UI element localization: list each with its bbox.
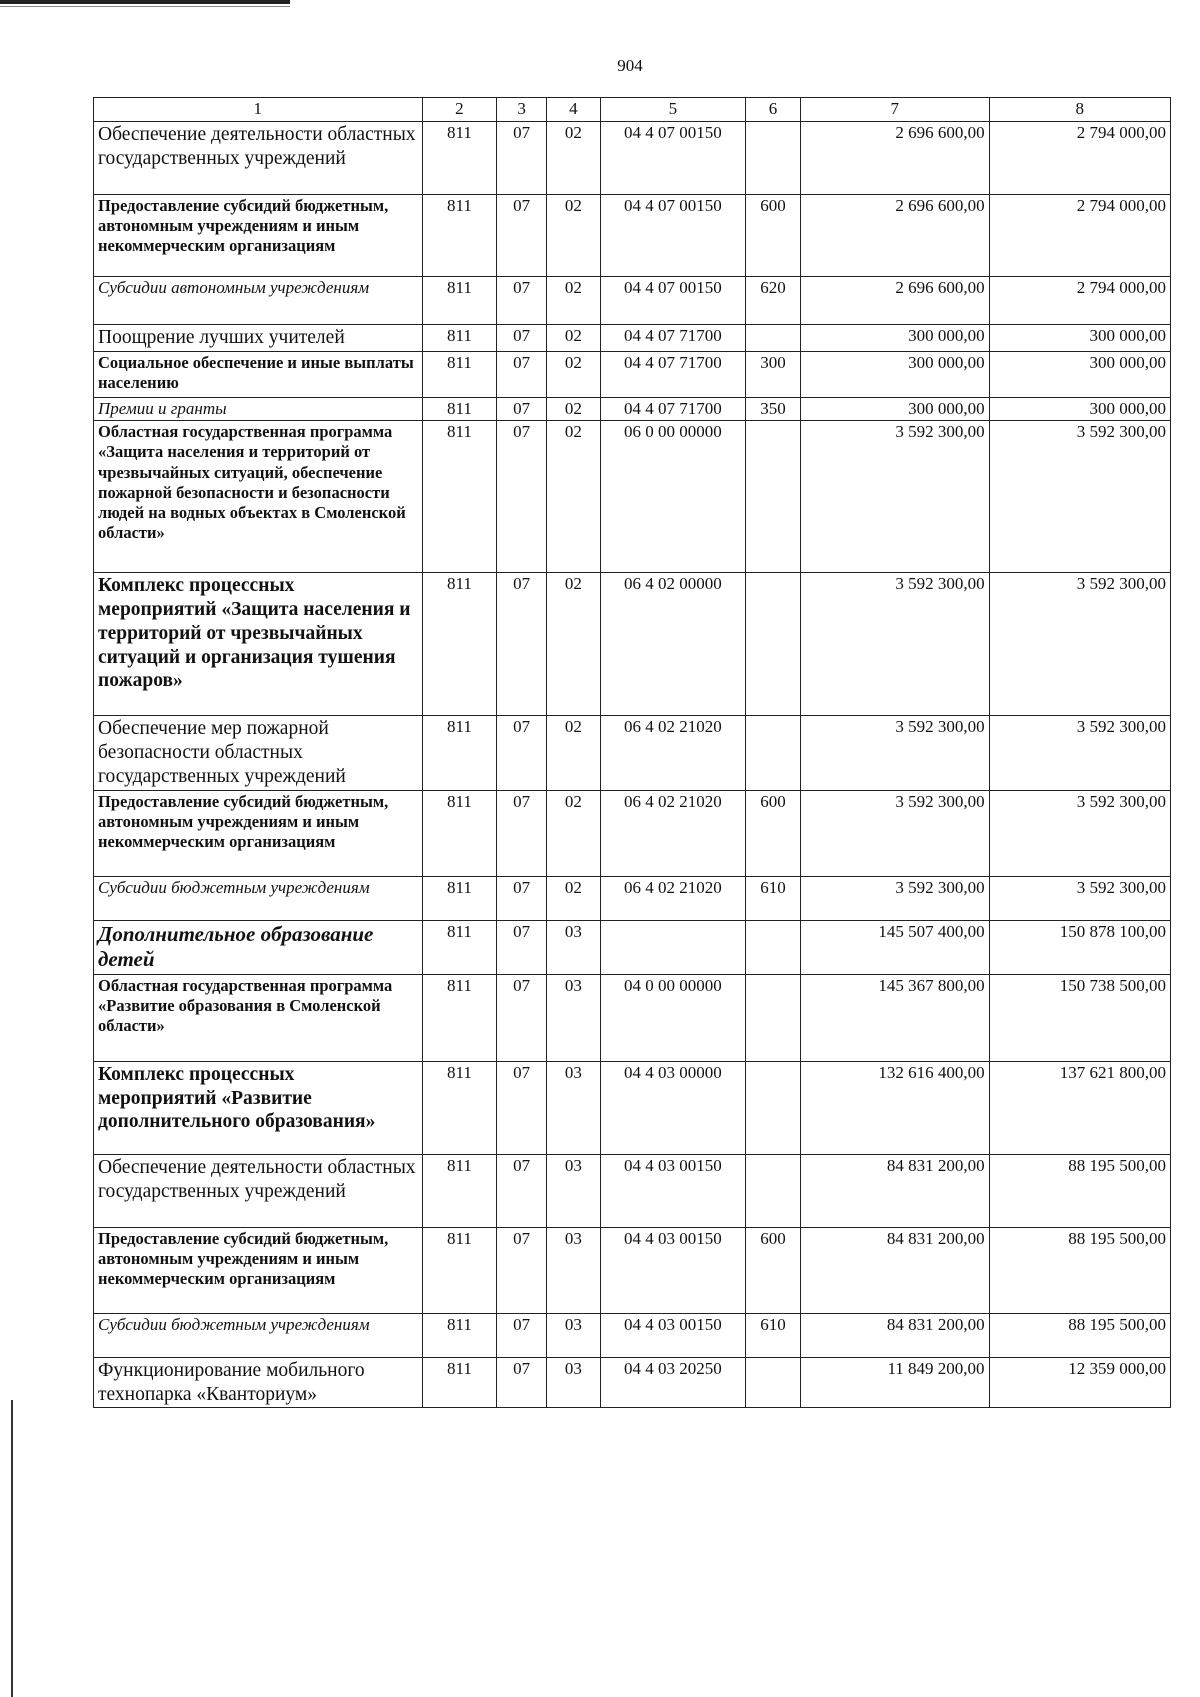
table-row [94, 351, 1171, 397]
chapter-code-cell: 811 [422, 920, 497, 974]
section-code-cell: 07 [497, 974, 547, 1061]
expense-type-cell: 300 [745, 351, 800, 397]
chapter-code-cell: 811 [422, 1061, 497, 1154]
target-article-cell: 04 4 03 00150 [600, 1227, 745, 1313]
table-row [94, 974, 1171, 1061]
expense-type-cell: 610 [745, 1313, 800, 1357]
page-number: 904 [617, 56, 643, 75]
row-name-cell: Субсидии бюджетным учреждениям [94, 1313, 423, 1357]
amount-year-2-cell: 150 738 500,00 [989, 974, 1170, 1061]
row-name-cell: Областная государственная программа «Развитие образования в Смоленской области» [94, 974, 423, 1061]
subsection-code-cell: 02 [546, 276, 600, 324]
amount-year-1-cell: 84 831 200,00 [800, 1313, 989, 1357]
amount-year-1-cell: 300 000,00 [800, 397, 989, 421]
table-row [94, 324, 1171, 351]
table-row [94, 920, 1171, 974]
row-name-cell: Предоставление субсидий бюджетным, автономным учреждениям и иным некоммерческим организациям [94, 1227, 423, 1313]
subsection-code-cell: 03 [546, 1227, 600, 1313]
amount-year-1-cell: 2 696 600,00 [800, 276, 989, 324]
table-header-row [94, 98, 1171, 122]
target-article-cell: 04 4 07 71700 [600, 351, 745, 397]
row-name-cell: Дополнительное образование детей [94, 920, 423, 974]
expense-type-cell [745, 716, 800, 790]
expense-type-cell [745, 573, 800, 716]
amount-year-1-cell: 11 849 200,00 [800, 1357, 989, 1408]
target-article-cell: 04 0 00 00000 [600, 974, 745, 1061]
table-row [94, 397, 1171, 421]
subsection-code-cell: 02 [546, 194, 600, 276]
column-header: 2 [422, 98, 497, 122]
amount-year-1-cell: 2 696 600,00 [800, 194, 989, 276]
subsection-code-cell: 03 [546, 1154, 600, 1227]
chapter-code-cell: 811 [422, 1227, 497, 1313]
subsection-code-cell: 02 [546, 397, 600, 421]
amount-year-2-cell: 88 195 500,00 [989, 1227, 1170, 1313]
section-code-cell: 07 [497, 1313, 547, 1357]
subsection-code-cell: 02 [546, 421, 600, 573]
section-code-cell: 07 [497, 194, 547, 276]
row-name-cell: Комплекс процессных мероприятий «Развитие дополнительного образования» [94, 1061, 423, 1154]
chapter-code-cell: 811 [422, 1357, 497, 1408]
subsection-code-cell: 02 [546, 121, 600, 194]
expense-type-cell: 620 [745, 276, 800, 324]
amount-year-2-cell: 3 592 300,00 [989, 790, 1170, 876]
amount-year-1-cell: 132 616 400,00 [800, 1061, 989, 1154]
section-code-cell: 07 [497, 920, 547, 974]
column-header: 1 [94, 98, 423, 122]
amount-year-1-cell: 3 592 300,00 [800, 790, 989, 876]
expense-type-cell [745, 974, 800, 1061]
chapter-code-cell: 811 [422, 276, 497, 324]
table-row [94, 1061, 1171, 1154]
expense-type-cell [745, 421, 800, 573]
amount-year-2-cell: 300 000,00 [989, 324, 1170, 351]
chapter-code-cell: 811 [422, 121, 497, 194]
amount-year-1-cell: 145 367 800,00 [800, 974, 989, 1061]
chapter-code-cell: 811 [422, 573, 497, 716]
table-row [94, 276, 1171, 324]
section-code-cell: 07 [497, 324, 547, 351]
amount-year-2-cell: 2 794 000,00 [989, 276, 1170, 324]
column-header: 7 [800, 98, 989, 122]
amount-year-2-cell: 3 592 300,00 [989, 573, 1170, 716]
section-code-cell: 07 [497, 276, 547, 324]
chapter-code-cell: 811 [422, 876, 497, 920]
chapter-code-cell: 811 [422, 716, 497, 790]
amount-year-2-cell: 2 794 000,00 [989, 194, 1170, 276]
target-article-cell: 04 4 03 20250 [600, 1357, 745, 1408]
chapter-code-cell: 811 [422, 974, 497, 1061]
chapter-code-cell: 811 [422, 1154, 497, 1227]
amount-year-2-cell: 150 878 100,00 [989, 920, 1170, 974]
table-row [94, 876, 1171, 920]
amount-year-2-cell: 12 359 000,00 [989, 1357, 1170, 1408]
subsection-code-cell: 03 [546, 1313, 600, 1357]
column-header: 5 [600, 98, 745, 122]
expense-type-cell [745, 920, 800, 974]
amount-year-2-cell: 88 195 500,00 [989, 1154, 1170, 1227]
chapter-code-cell: 811 [422, 397, 497, 421]
amount-year-1-cell: 3 592 300,00 [800, 573, 989, 716]
subsection-code-cell: 02 [546, 573, 600, 716]
table-row [94, 1313, 1171, 1357]
top-scan-rule [0, 0, 290, 4]
amount-year-1-cell: 300 000,00 [800, 351, 989, 397]
expense-type-cell [745, 1154, 800, 1227]
section-code-cell: 07 [497, 876, 547, 920]
amount-year-1-cell: 300 000,00 [800, 324, 989, 351]
amount-year-1-cell: 3 592 300,00 [800, 716, 989, 790]
amount-year-2-cell: 3 592 300,00 [989, 876, 1170, 920]
row-name-cell: Предоставление субсидий бюджетным, автономным учреждениям и иным некоммерческим организациям [94, 194, 423, 276]
section-code-cell: 07 [497, 351, 547, 397]
section-code-cell: 07 [497, 573, 547, 716]
row-name-cell: Обеспечение деятельности областных государственных учреждений [94, 1154, 423, 1227]
chapter-code-cell: 811 [422, 1313, 497, 1357]
section-code-cell: 07 [497, 1061, 547, 1154]
target-article-cell: 06 4 02 00000 [600, 573, 745, 716]
section-code-cell: 07 [497, 421, 547, 573]
table-row [94, 421, 1171, 573]
subsection-code-cell: 02 [546, 324, 600, 351]
target-article-cell: 04 4 07 00150 [600, 121, 745, 194]
subsection-code-cell: 03 [546, 974, 600, 1061]
row-name-cell: Субсидии бюджетным учреждениям [94, 876, 423, 920]
chapter-code-cell: 811 [422, 194, 497, 276]
amount-year-2-cell: 300 000,00 [989, 397, 1170, 421]
column-header: 6 [745, 98, 800, 122]
column-header: 8 [989, 98, 1170, 122]
table-row [94, 1357, 1171, 1408]
target-article-cell: 04 4 03 00150 [600, 1313, 745, 1357]
expense-type-cell [745, 121, 800, 194]
target-article-cell: 04 4 03 00150 [600, 1154, 745, 1227]
subsection-code-cell: 03 [546, 1357, 600, 1408]
row-name-cell: Субсидии автономным учреждениям [94, 276, 423, 324]
target-article-cell: 06 4 02 21020 [600, 790, 745, 876]
table-row [94, 716, 1171, 790]
row-name-cell: Функционирование мобильного технопарка «Кванториум» [94, 1357, 423, 1408]
expense-type-cell: 600 [745, 194, 800, 276]
row-name-cell: Комплекс процессных мероприятий «Защита населения и территорий от чрезвычайных ситуаций и организация тушения пожаров» [94, 573, 423, 716]
expense-type-cell: 350 [745, 397, 800, 421]
section-code-cell: 07 [497, 397, 547, 421]
amount-year-2-cell: 3 592 300,00 [989, 716, 1170, 790]
section-code-cell: 07 [497, 790, 547, 876]
chapter-code-cell: 811 [422, 351, 497, 397]
amount-year-1-cell: 145 507 400,00 [800, 920, 989, 974]
table-row [94, 121, 1171, 194]
section-code-cell: 07 [497, 1227, 547, 1313]
column-header: 4 [546, 98, 600, 122]
target-article-cell: 04 4 07 71700 [600, 324, 745, 351]
target-article-cell: 04 4 07 71700 [600, 397, 745, 421]
row-name-cell: Поощрение лучших учителей [94, 324, 423, 351]
budget-table [93, 97, 1171, 1408]
target-article-cell: 06 4 02 21020 [600, 876, 745, 920]
subsection-code-cell: 03 [546, 1061, 600, 1154]
target-article-cell: 06 0 00 00000 [600, 421, 745, 573]
table-row [94, 194, 1171, 276]
column-header: 3 [497, 98, 547, 122]
section-code-cell: 07 [497, 716, 547, 790]
expense-type-cell [745, 324, 800, 351]
amount-year-1-cell: 3 592 300,00 [800, 876, 989, 920]
amount-year-2-cell: 137 621 800,00 [989, 1061, 1170, 1154]
subsection-code-cell: 03 [546, 920, 600, 974]
expense-type-cell: 610 [745, 876, 800, 920]
amount-year-2-cell: 300 000,00 [989, 351, 1170, 397]
amount-year-1-cell: 84 831 200,00 [800, 1227, 989, 1313]
amount-year-2-cell: 3 592 300,00 [989, 421, 1170, 573]
section-code-cell: 07 [497, 1357, 547, 1408]
section-code-cell: 07 [497, 121, 547, 194]
expense-type-cell: 600 [745, 790, 800, 876]
amount-year-1-cell: 3 592 300,00 [800, 421, 989, 573]
amount-year-1-cell: 2 696 600,00 [800, 121, 989, 194]
amount-year-1-cell: 84 831 200,00 [800, 1154, 989, 1227]
expense-type-cell [745, 1357, 800, 1408]
amount-year-2-cell: 88 195 500,00 [989, 1313, 1170, 1357]
row-name-cell: Премии и гранты [94, 397, 423, 421]
table-row [94, 1227, 1171, 1313]
row-name-cell: Социальное обеспечение и иные выплаты населению [94, 351, 423, 397]
chapter-code-cell: 811 [422, 790, 497, 876]
chapter-code-cell: 811 [422, 324, 497, 351]
expense-type-cell [745, 1061, 800, 1154]
target-article-cell: 04 4 03 00000 [600, 1061, 745, 1154]
row-name-cell: Предоставление субсидий бюджетным, автономным учреждениям и иным некоммерческим организациям [94, 790, 423, 876]
target-article-cell [600, 920, 745, 974]
subsection-code-cell: 02 [546, 790, 600, 876]
row-name-cell: Областная государственная программа «Защита населения и территорий от чрезвычайных ситуаций, обеспечение пожарной безопасности и безопасности людей на водных объектах в Смоленской области» [94, 421, 423, 573]
table-row [94, 573, 1171, 716]
left-margin-scan-line [11, 1400, 13, 1697]
target-article-cell: 06 4 02 21020 [600, 716, 745, 790]
top-scan-rule-thin [0, 6, 290, 7]
subsection-code-cell: 02 [546, 716, 600, 790]
subsection-code-cell: 02 [546, 876, 600, 920]
section-code-cell: 07 [497, 1154, 547, 1227]
row-name-cell: Обеспечение деятельности областных государственных учреждений [94, 121, 423, 194]
target-article-cell: 04 4 07 00150 [600, 194, 745, 276]
row-name-cell: Обеспечение мер пожарной безопасности областных государственных учреждений [94, 716, 423, 790]
chapter-code-cell: 811 [422, 421, 497, 573]
subsection-code-cell: 02 [546, 351, 600, 397]
table-row [94, 1154, 1171, 1227]
table-row [94, 790, 1171, 876]
target-article-cell: 04 4 07 00150 [600, 276, 745, 324]
expense-type-cell: 600 [745, 1227, 800, 1313]
amount-year-2-cell: 2 794 000,00 [989, 121, 1170, 194]
